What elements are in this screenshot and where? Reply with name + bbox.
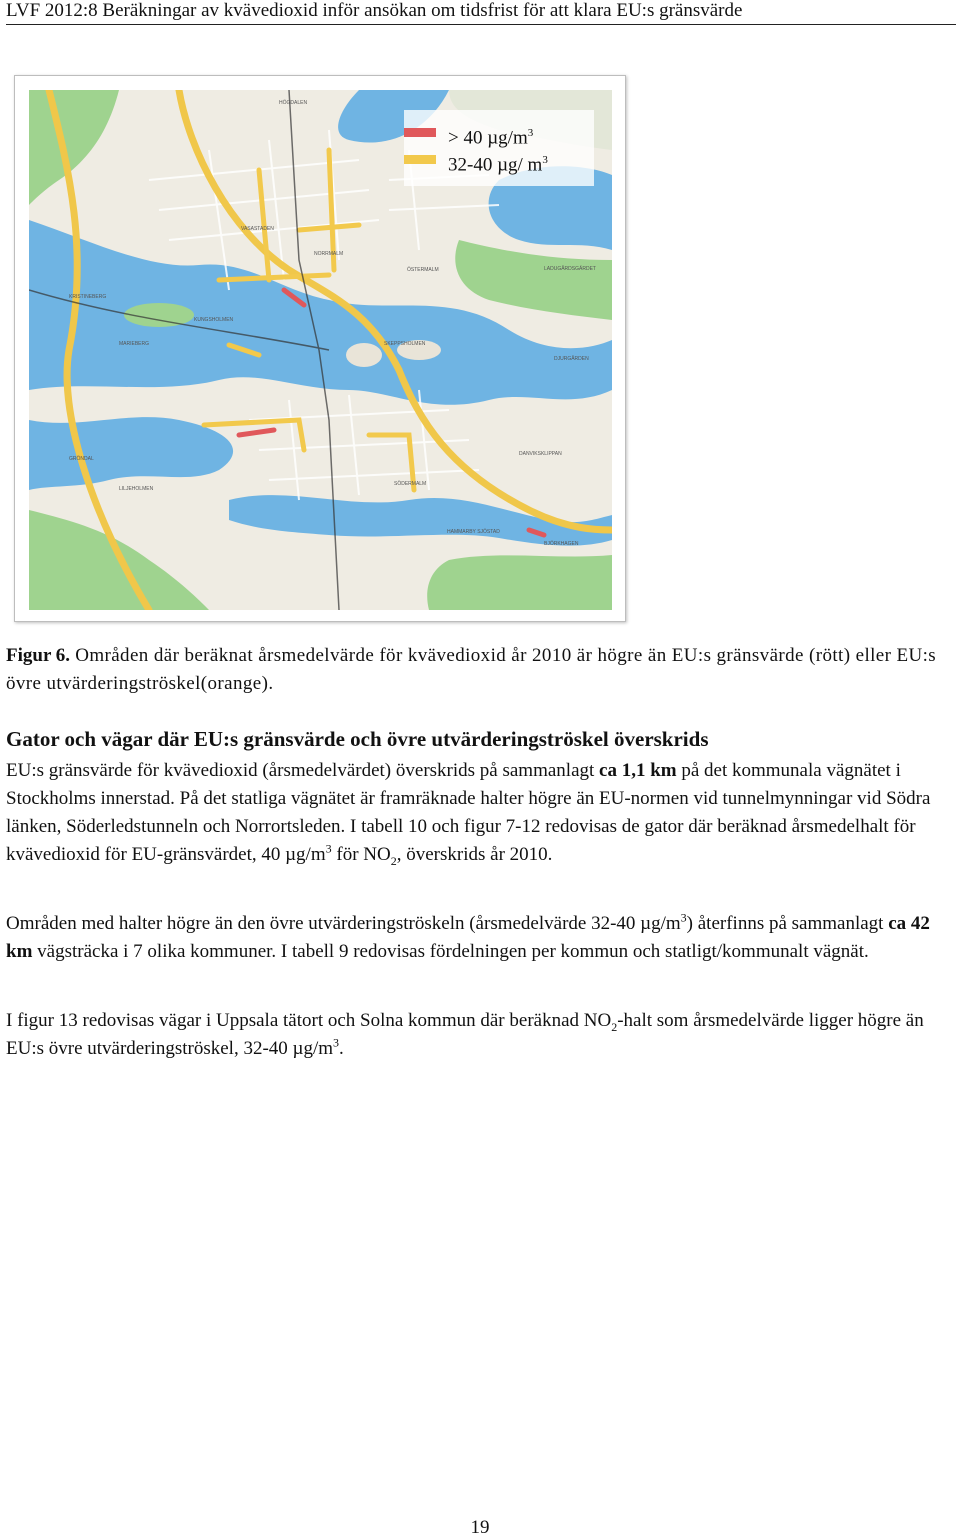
legend-swatch-orange xyxy=(404,155,436,164)
map-label: HAMMARBY SJÖSTAD xyxy=(447,529,500,535)
page-number: 19 xyxy=(470,1517,490,1538)
map-label: KRISTINEBERG xyxy=(69,294,107,300)
stockholm-no2-map xyxy=(29,90,612,610)
map-label: MARIEBERG xyxy=(119,341,150,347)
paragraph-3: I figur 13 redovisas vägar i Uppsala tätort och Solna kommun där beräknad $NO_2$-halt som årsmedelvärde ligger högre än EU:s övre utvärderingströskel, 32-40 $\mu g/m^3$. xyxy=(6,1010,924,1059)
legend-sup: 3 xyxy=(542,154,548,166)
map-label: KUNGSHOLMEN xyxy=(194,317,234,323)
map-label: SKEPPSHOLMEN xyxy=(384,341,426,347)
figure-label: Figur 6. xyxy=(6,645,71,666)
map-label: NORRMALM xyxy=(314,251,344,257)
emphasis-length: ca 1,1 km xyxy=(599,760,677,781)
running-header: LVF 2012:8 Beräkningar av kvävedioxid inför ansökan om tidsfrist för att klara EU:s gränsvärde xyxy=(6,0,956,25)
map-label: LADUGÅRDSGÄRDET xyxy=(544,266,596,272)
legend-label-mid: 32-40 µg/ m xyxy=(448,154,543,176)
map-label: BJÖRKHAGEN xyxy=(544,541,579,547)
map-label: SÖDERMALM xyxy=(394,481,427,487)
legend-label-high: > 40 µg/m xyxy=(448,127,528,149)
legend-item-mid xyxy=(404,147,594,176)
map-label: LILJEHOLMEN xyxy=(119,486,154,492)
caption-text: Områden där beräknat årsmedelvärde för kvävedioxid år 2010 är högre än EU:s gränsvärde (rött) eller EU:s övre utvärderingströskel(orange). xyxy=(6,645,937,694)
map-label: DANVIKSKLIPPAN xyxy=(519,451,562,457)
emphasis-length: ca 42 km xyxy=(6,913,930,962)
section-heading: Gator och vägar där EU:s gränsvärde och övre utvärderingströskel överskrids xyxy=(6,727,709,751)
map-label: GRÖNDAL xyxy=(69,456,94,462)
map-label: HÖGDALEN xyxy=(279,100,308,106)
legend-item-high xyxy=(404,120,594,149)
figure-caption xyxy=(6,642,946,698)
map-legend xyxy=(404,110,594,186)
figure-map-frame xyxy=(14,75,626,622)
paragraph-2: Områden med halter högre än den övre utvärderingströskeln (årsmedelvärde 32-40 $\mu g/m^3$) återfinns på sammanlagt ca 42 km vägsträcka i 7 olika kommuner. I tabell 9 redovisas fördelningen per kommun och statligt/kommunalt vägnät. xyxy=(6,910,930,962)
map-label: ÖSTERMALM xyxy=(407,267,439,273)
legend-swatch-red xyxy=(404,128,436,137)
paragraph-1: EU:s gränsvärde för kvävedioxid (årsmedelvärdet) överskrids på sammanlagt ca 1,1 km på det kommunala vägnätet i Stockholms innerstad. På det statliga vägnätet är framräknade halter högre än EU-normen vid tunnelmynningar vid Södra länken, Söderledstunneln och Norrortsleden. I tabell 10 och figur 7-12 redovisas de gator där beräknad årsmedelhalt för kvävedioxid för EU-gränsvärdet, 40 $\mu g/m^3$ för $NO_2$, överskrids år 2010. xyxy=(6,760,931,868)
legend-sup: 3 xyxy=(527,127,534,139)
map-label: VASASTADEN xyxy=(241,226,274,232)
map-label: DJURGÅRDEN xyxy=(554,356,589,362)
